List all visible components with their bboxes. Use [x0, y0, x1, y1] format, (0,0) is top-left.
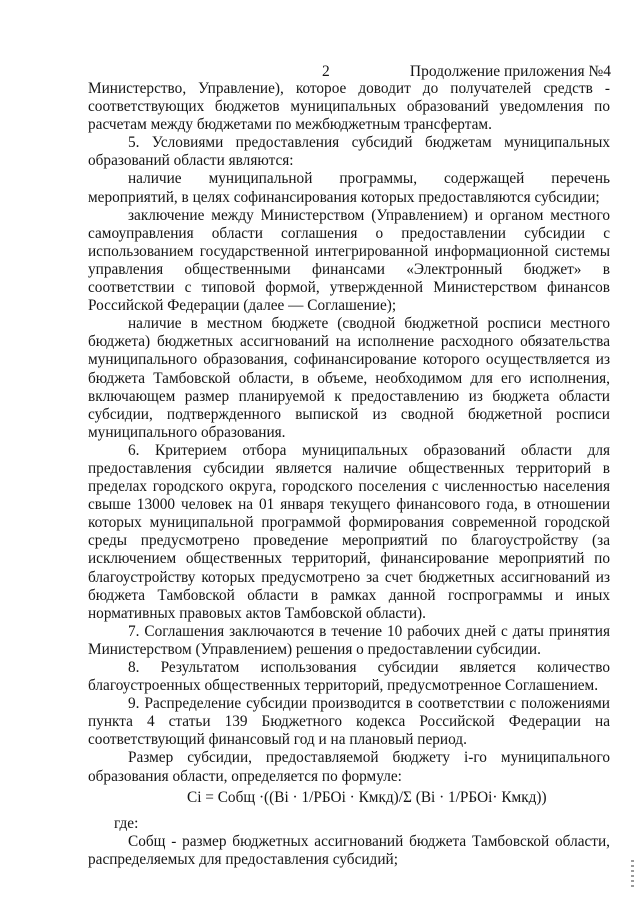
paragraph-6-criterion: 6. Критерием отбора муниципальных образований области для предоставления субсидии является наличие общественных территорий в пределах городского округа, городского поселения с численностью населения свыше 13000 человек на 01 января текущего финансового года, в отношении которых муниципальной программой формирования современной городской среды предусмотрено проведение мероприятий по благоустройству (за исключением общественных территорий, финансирование мероприятий по благоустройству которых предусмотрено за счет бюджетных ассигнований из бюджета Тамбовской области в рамках данной госпрограммы и иных нормативных правовых актов Тамбовской области). — [88, 441, 610, 622]
paragraph-continuation: Министерство, Управление), которое доводит до получателей средств - соответствующих бюджетов муниципальных образований уведомления по расчетам между бюджетами по межбюджетным трансфертам. — [88, 80, 610, 134]
continuation-note: Продолжение приложения №4 — [409, 63, 611, 80]
document-body — [88, 80, 610, 869]
paragraph-5-conditions: 5. Условиями предоставления субсидий бюджетам муниципальных образований области являются: — [88, 134, 610, 170]
page-number: 2 — [322, 63, 330, 80]
definition-c-total: Cобщ - размер бюджетных ассигнований бюджета Тамбовской области, распределяемых для предоставления субсидий; — [88, 832, 610, 868]
paragraph-8-result: 8. Результатом использования субсидии является количество благоустроенных общественных территорий, предусмотренное Соглашением. — [88, 659, 610, 695]
scan-edge-mark — [631, 860, 634, 890]
subsidy-formula: Ci = Cобщ ·((Bi · 1/РБОi · Кмкд)/Σ (Bi · 1/РБОi· Кмкд)) — [187, 788, 547, 806]
paragraph-7-agreements: 7. Соглашения заключаются в течение 10 рабочих дней с даты принятия Министерством (Управлением) решения о предоставлении субсидии. — [88, 622, 610, 658]
paragraph-condition-program: наличие муниципальной программы, содержащей перечень мероприятий, в целях софинансирования которых предоставляются субсидии; — [88, 170, 610, 206]
formula-where-label: где: — [114, 814, 139, 832]
paragraph-9-distribution: 9. Распределение субсидии производится в соответствии с положениями пункта 4 статьи 139 Бюджетного кодекса Российской Федерации на соответствующий финансовый год и на плановый период. — [88, 695, 610, 749]
paragraph-condition-agreement: заключение между Министерством (Управлением) и органом местного самоуправления области соглашения о предоставлении субсидии с использованием государственной интегрированной информационной системы управления общественными финансами «Электронный бюджет» в соответствии с типовой формой, утвержденной Министерством финансов Российской Федерации (далее — Соглашение); — [88, 206, 610, 315]
paragraph-subsidy-size: Размер субсидии, предоставляемой бюджету i-го муниципального образования области, определяется по формуле: — [88, 749, 610, 785]
paragraph-condition-budget: наличие в местном бюджете (сводной бюджетной росписи местного бюджета) бюджетных ассигнований на исполнение расходного обязательства муниципального образования, софинансирование которого осуществляется из бюджета Тамбовской области, в объеме, необходимом для его исполнения, включающем размер планируемой к предоставлению из бюджета области субсидии, подтвержденного выпиской из сводной бюджетной росписи муниципального образования. — [88, 315, 610, 441]
